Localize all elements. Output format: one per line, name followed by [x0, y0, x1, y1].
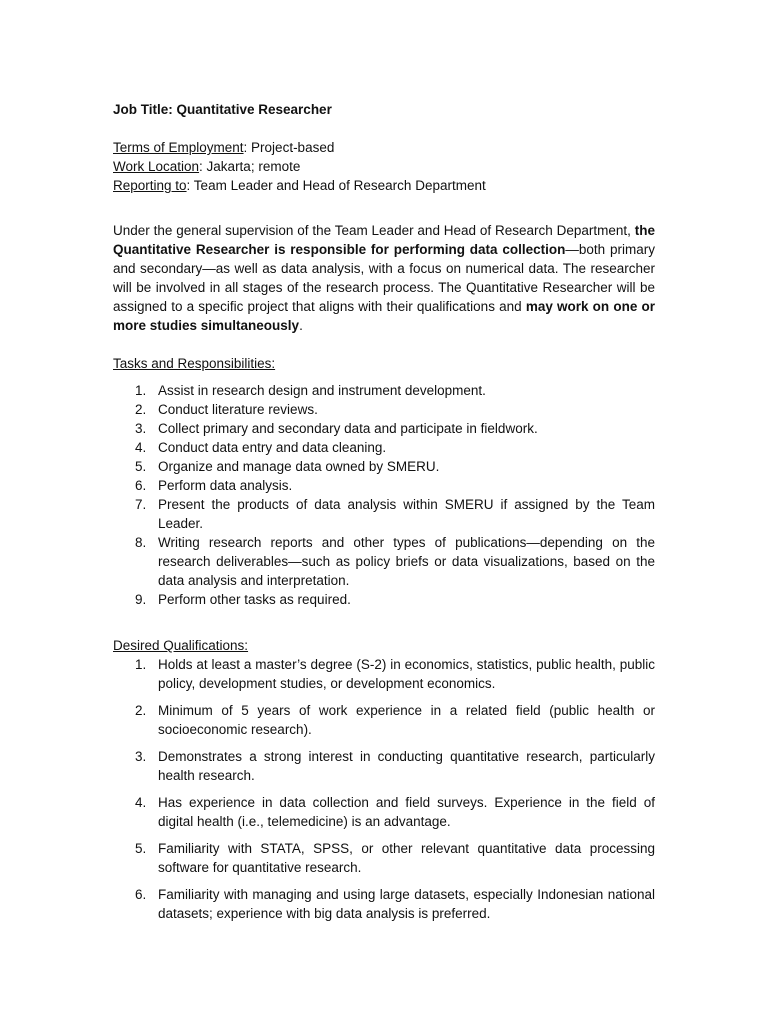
list-item-number: 5.	[135, 841, 147, 856]
intro-bold-1: the Quantitative Researcher is responsible for performing data collection	[113, 223, 655, 257]
list-item-text: Minimum of 5 years of work experience in a related field (public health or socioeconomic research).	[158, 703, 655, 737]
list-item	[113, 747, 655, 785]
intro-text-2: —both primary and secondary—as well as data analysis, with a focus on numerical data. The researcher will be involved in all stages of the research process. The Quantitative Researcher will be assigned to a specific project that aligns with their qualifications and	[113, 242, 655, 314]
location-label: Work Location	[113, 159, 200, 174]
list-item-text: Present the products of data analysis within SMERU if assigned by the Team Leader.	[158, 497, 655, 531]
location-value: : Jakarta; remote	[199, 159, 301, 174]
list-item-text: Assist in research design and instrument development.	[158, 383, 486, 398]
list-item-text: Collect primary and secondary data and participate in fieldwork.	[158, 421, 538, 436]
work-location	[113, 157, 655, 176]
list-item	[113, 885, 655, 923]
list-item-number: 5.	[135, 459, 147, 474]
list-item-number: 3.	[135, 421, 147, 436]
list-item	[113, 457, 655, 476]
list-item	[113, 533, 655, 590]
terms-label: Terms of Employment	[113, 140, 244, 155]
list-item-text: Familiarity with managing and using large datasets, especially Indonesian national datasets; experience with big data analysis is preferred.	[158, 887, 655, 921]
list-item	[113, 476, 655, 495]
list-item	[113, 419, 655, 438]
employment-details	[113, 138, 655, 195]
reporting-label: Reporting to	[113, 178, 187, 193]
list-item-number: 9.	[135, 592, 147, 607]
list-item-text: Conduct data entry and data cleaning.	[158, 440, 387, 455]
qualifications-heading: Desired Qualifications:	[113, 638, 249, 653]
list-item-text: Holds at least a master’s degree (S-2) in economics, statistics, public health, public policy, development studies, or development economics.	[158, 657, 655, 691]
intro-paragraph	[113, 221, 655, 335]
qualifications-list	[113, 655, 655, 923]
list-item-number: 6.	[135, 887, 147, 902]
intro-bold-2: may work on one or more studies simultaneously	[113, 299, 655, 333]
reporting-value: : Team Leader and Head of Research Department	[186, 178, 486, 193]
tasks-heading: Tasks and Responsibilities:	[113, 356, 276, 371]
list-item-number: 4.	[135, 795, 147, 810]
list-item-number: 1.	[135, 657, 147, 672]
list-item	[113, 495, 655, 533]
list-item-number: 3.	[135, 749, 147, 764]
reporting-to	[113, 176, 655, 195]
list-item-number: 2.	[135, 703, 147, 718]
list-item-text: Conduct literature reviews.	[158, 402, 318, 417]
intro-text-3: .	[299, 318, 303, 333]
list-item-number: 7.	[135, 497, 147, 512]
list-item-text: Perform data analysis.	[158, 478, 293, 493]
list-item	[113, 793, 655, 831]
list-item-text: Writing research reports and other types of publications—depending on the research deliverables—such as policy briefs or data visualizations, based on the data analysis and interpretation.	[158, 535, 655, 588]
list-item	[113, 590, 655, 609]
list-item-number: 6.	[135, 478, 147, 493]
list-item-text: Has experience in data collection and field surveys. Experience in the field of digital health (i.e., telemedicine) is an advantage.	[158, 795, 655, 829]
list-item-number: 1.	[135, 383, 147, 398]
tasks-list	[113, 381, 655, 609]
list-item-number: 8.	[135, 535, 147, 550]
document-page	[113, 100, 655, 931]
terms-of-employment	[113, 138, 655, 157]
list-item	[113, 655, 655, 693]
list-item-text: Demonstrates a strong interest in conducting quantitative research, particularly health research.	[158, 749, 655, 783]
list-item-text: Organize and manage data owned by SMERU.	[158, 459, 440, 474]
list-item	[113, 701, 655, 739]
list-item-text: Perform other tasks as required.	[158, 592, 351, 607]
list-item	[113, 839, 655, 877]
list-item	[113, 438, 655, 457]
list-item	[113, 381, 655, 400]
list-item-number: 4.	[135, 440, 147, 455]
intro-text-1: Under the general supervision of the Team Leader and Head of Research Department,	[113, 223, 635, 238]
job-title: Job Title: Quantitative Researcher	[113, 102, 332, 117]
terms-value: : Project-based	[243, 140, 335, 155]
list-item	[113, 400, 655, 419]
list-item-text: Familiarity with STATA, SPSS, or other relevant quantitative data processing software for quantitative research.	[158, 841, 655, 875]
list-item-number: 2.	[135, 402, 147, 417]
